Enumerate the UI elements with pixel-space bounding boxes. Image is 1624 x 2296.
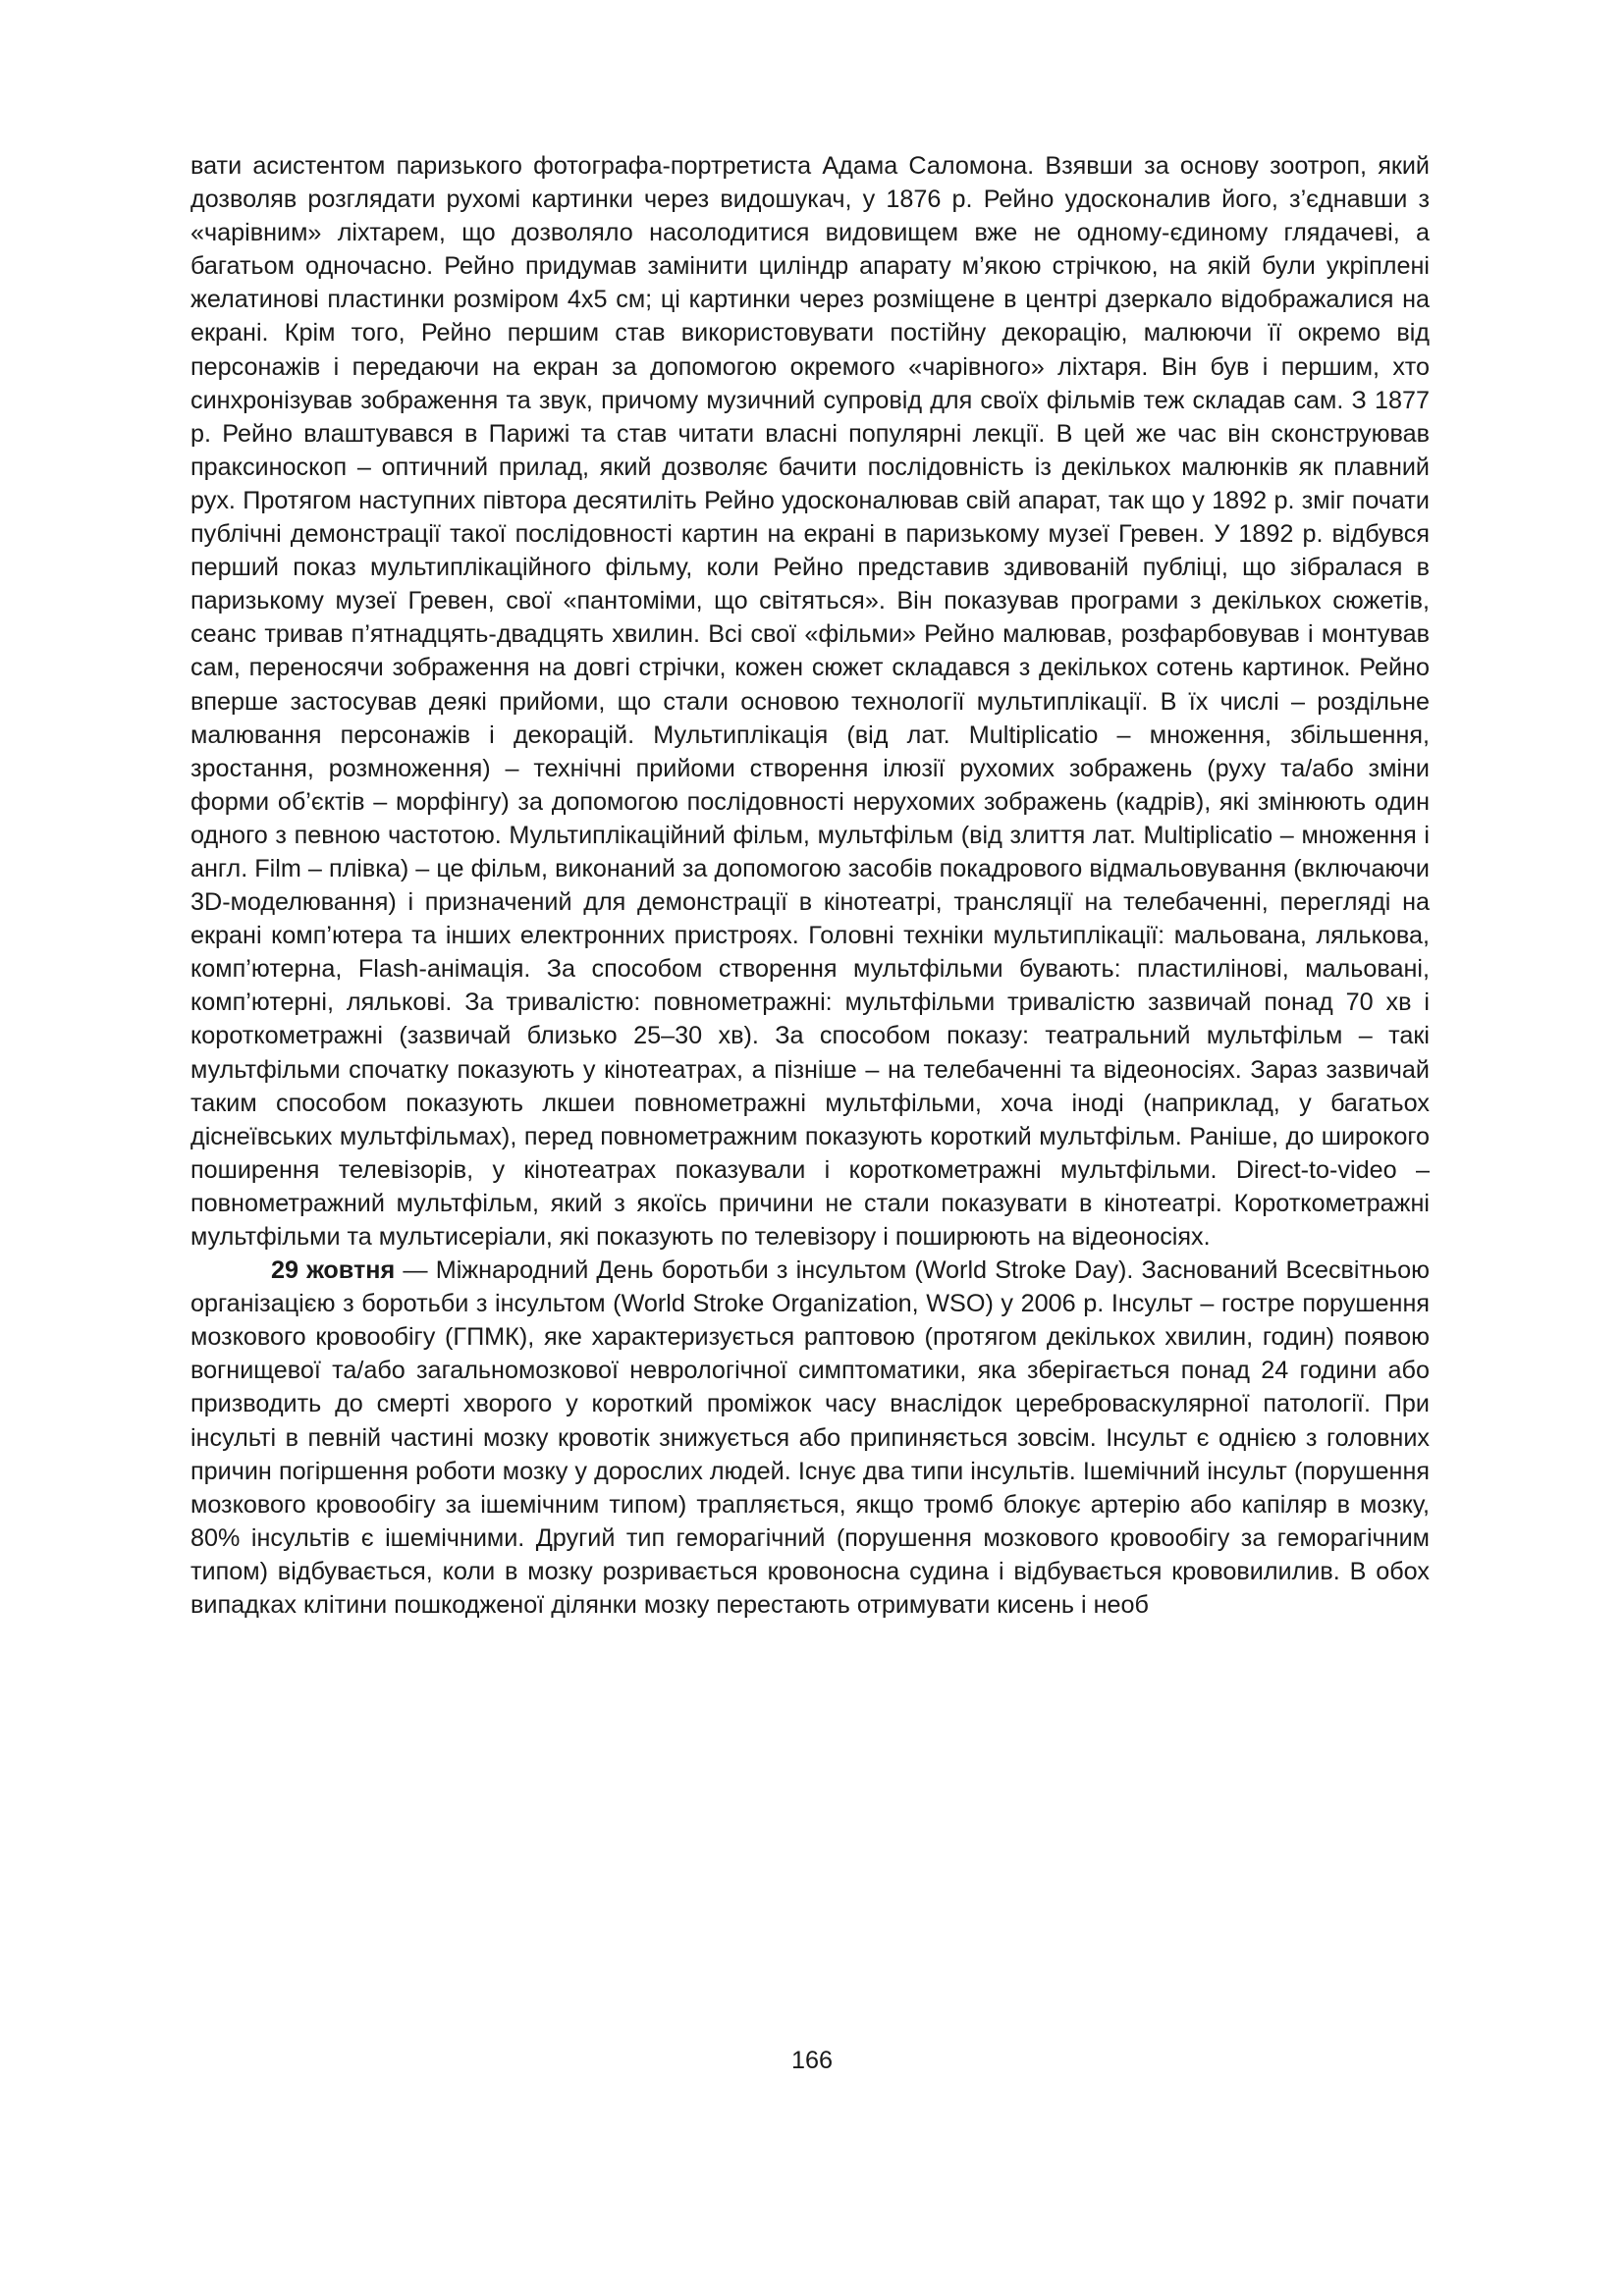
paragraph-world-stroke-day <box>190 1254 1430 1622</box>
paragraph-reynaud-animation <box>190 149 1430 1254</box>
paragraph-text: — Міжнародний День боротьби з інсультом (World Stroke Day). Заснований Всесвітньою організацією з боротьби з інсультом (World Stroke Organization, WSO) у 2006 р. Інсульт – гостре порушення мозкового кровообігу (ГПМК), яке характеризується раптовою (протягом декількох хвилин, годин) появою вогнищевої та/або загальномозкової неврологічної симптоматики, яка зберігається понад 24 години або призводить до смерті хворого у короткий проміжок часу внаслідок цереброваскулярної патології. При інсульті в певній частині мозку кровотік знижується або припиняється зовсім. Інсульт є однією з головних причин погіршення роботи мозку у дорослих людей. Існує два типи інсультів. Ішемічний інсульт (порушення мозкового кровообігу за ішемічним типом) трапляється, якщо тромб блокує артерію або капіляр в мозку, 80% інсультів є ішемічними. Другий тип геморагічний (порушення мозкового кровообігу за геморагічним типом) відбувається, коли в мозку розривається кровоносна судина і відбувається крововилилив. В обох випадках клітини пошкодженої ділянки мозку перестають отримувати кисень і необ <box>190 1256 1430 1620</box>
paragraph-text: вати асистентом паризького фотографа-портретиста Адама Саломона. Взявши за основу зоотроп, який дозволяв розглядати рухомі картинки через видошукач, у 1876 р. Рейно удосконалив його, з’єднавши з «чарівним» ліхтарем, що дозволяло насолодитися видовищем вже не одному-єдиному глядачеві, а багатьом одночасно. Рейно придумав замінити циліндр апарату м’якою стрічкою, на якій були укріплені желатинові пластинки розміром 4х5 см; ці картинки через розміщене в центрі дзеркало відображалися на екрані. Крім того, Рейно першим став використовувати постійну декорацію, малюючи її окремо від персонажів і передаючи на екран за допомогою окремого «чарівного» ліхтаря. Він був і першим, хто синхронізував зображення та звук, причому музичний супровід для своїх фільмів теж складав сам. З 1877 р. Рейно влаштувався в Парижі та став читати власні популярні лекції. В цей же час він сконструював праксиноскоп – оптичний прилад, який дозволяє бачити послідовність із декількох малюнків як плавний рух. Протягом наступних півтора десятиліть Рейно удосконалював свій апарат, так що у 1892 р. зміг почати публічні демонстрації такої послідовності картин на екрані в паризькому музеї Гревен. У 1892 р. відбувся перший показ мультиплікаційного фільму, коли Рейно представив здивованій публіці, що зібралася в паризькому музеї Гревен, свої «пантоміми, що світяться». Він показував програми з декількох сюжетів, сеанс тривав п’ятнадцять-двадцять хвилин. Всі свої «фільми» Рейно малював, розфарбовував і монтував сам, переносячи зображення на довгі стрічки, кожен сюжет складався з декількох сотень картинок. Рейно вперше застосував деякі прийоми, що стали основою технології мультиплікації. В їх числі – роздільне малювання персонажів і декорацій. Мультиплікація (від лат. Multiplicatio – множення, збільшення, зростання, розмноження) – технічні прийоми створення ілюзії рухомих зображень (руху та/або зміни форми об’єктів – морфінгу) за допомогою послідовності нерухомих зображень (кадрів), які змінюють один одного з певною частотою. Мультиплікаційний фільм, мультфільм (від злиття лат. Multiplicatio – множення і англ. Film – плівка) – це фільм, виконаний за допомогою засобів покадрового відмальовування (включаючи 3D-моделювання) і призначений для демонстрації в кінотеатрі, трансляції на телебаченні, перегляді на екрані комп’ютера та інших електронних пристроях. Головні техніки мультиплікації: мальована, лялькова, комп’ютерна, Flash-анімація. За способом створення мультфільми бувають: пластилінові, мальовані, комп’ютерні, лялькові. За тривалістю: повнометражні: мультфільми тривалістю зазвичай понад 70 хв і короткометражні (зазвичай близько 25–30 хв). За способом показу: театральний мультфільм – такі мультфільми спочатку показують у кінотеатрах, а пізніше – на телебаченні та відеоносіях. Зараз зазвичай таким способом показують лкшеи повнометражні мультфільми, хоча іноді (наприклад, у багатьох діснеївських мультфільмах), перед повнометражним показують короткий мультфільм. Раніше, до широкого поширення телевізорів, у кінотеатрах показували і короткометражні мультфільми. Direct-to-video – повнометражний мультфільм, який з якоїсь причини не стали показувати в кінотеатрі. Короткометражні мультфільми та мультисеріали, які показують по телевізору і поширюють на відеоносіях. <box>190 152 1430 1251</box>
date-heading: 29 жовтня <box>271 1256 396 1285</box>
page-number: 166 <box>790 2047 834 2074</box>
document-page <box>190 149 1430 1622</box>
